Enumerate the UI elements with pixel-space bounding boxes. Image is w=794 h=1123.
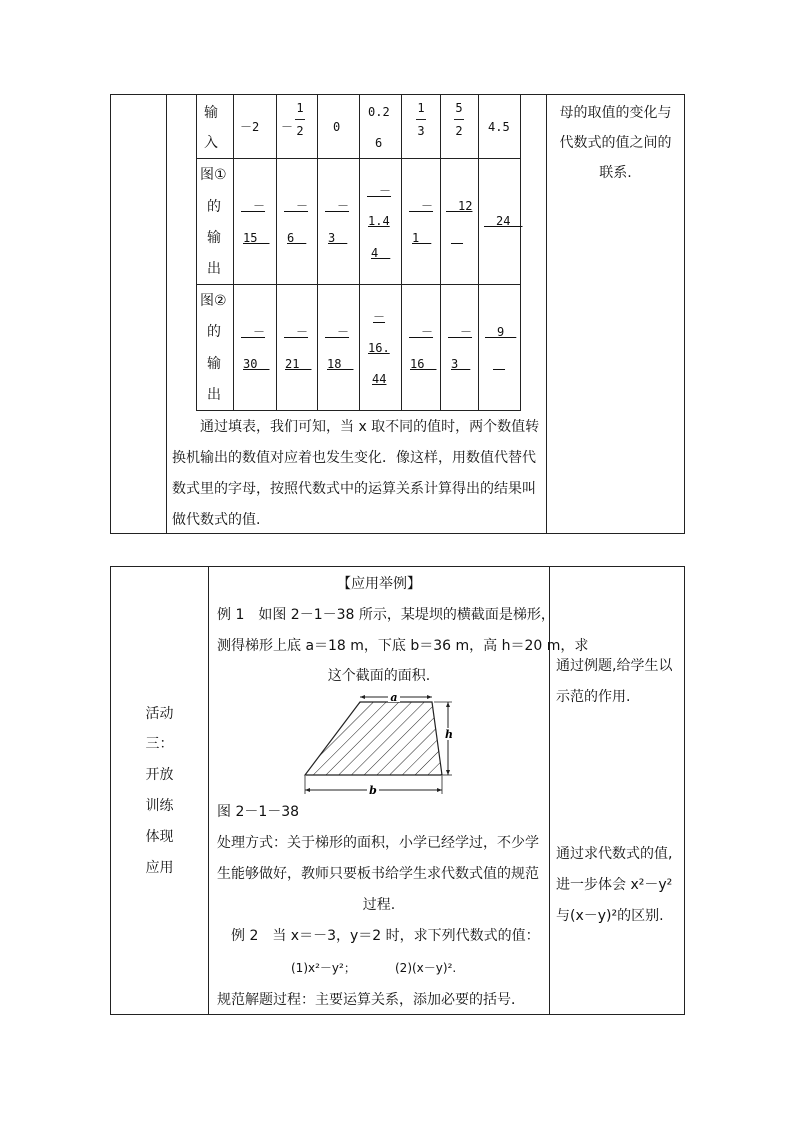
row2-output: 18＿	[327, 357, 354, 371]
grid-line	[359, 94, 360, 411]
border	[684, 566, 685, 1015]
row2-output: 44	[372, 372, 387, 386]
method-line: 过程.	[362, 897, 396, 913]
row1-output: 6＿	[287, 231, 307, 245]
grid-line	[196, 158, 521, 159]
grid-line	[440, 94, 441, 411]
row1-output: ＿－	[325, 199, 350, 213]
trapezoid-figure	[296, 690, 466, 796]
trapezoid-shape	[305, 702, 442, 775]
row1-output: 15＿	[243, 231, 270, 245]
input-fraction: 1 3	[417, 101, 425, 138]
activity-label: 活动	[145, 706, 174, 722]
row2-output: ＿－	[241, 325, 266, 339]
row2-label: 图②	[200, 293, 227, 309]
input-value: 0	[333, 120, 341, 134]
row2-output: 21＿	[285, 357, 312, 371]
example2-item1: (1)x²－y²；	[291, 961, 356, 975]
figure-caption: 图 2－1－38	[217, 804, 300, 820]
row2-output: －	[373, 310, 386, 324]
label-b: b	[369, 784, 377, 796]
input-value-top: 0.2	[368, 105, 390, 119]
note1-line: 通过例题,给学生以	[556, 658, 673, 674]
input-fraction: 1 2	[296, 101, 304, 138]
row2-output: 30＿	[243, 357, 270, 371]
activity-label: 体现	[145, 829, 174, 845]
row2-output: 16＿	[410, 357, 437, 371]
input-sign: －	[281, 120, 294, 134]
grid-line	[478, 94, 479, 411]
input-value: 4.5	[488, 120, 510, 134]
row2-output: ＿9＿	[485, 325, 517, 339]
row1-output: ＿24＿	[484, 214, 523, 228]
summary-line: 通过填表，我们可知，当 x 取不同的值时，两个数值转	[200, 419, 540, 435]
grid-line	[317, 94, 318, 411]
row1-output: 4＿	[371, 246, 391, 260]
example1-line: 这个截面的面积.	[327, 668, 431, 684]
example1-line: 例 1 如图 2－1－38 所示，某堤坝的横截面是梯形，	[217, 607, 555, 623]
input-fraction: 5 2	[455, 101, 463, 138]
border	[166, 94, 167, 534]
row2-label: 出	[207, 387, 221, 403]
grid-line	[196, 284, 521, 285]
section-heading: 【应用举例】	[337, 576, 421, 592]
label-a: a	[390, 691, 398, 704]
row1-output: ＿	[451, 231, 464, 245]
row2-output: ＿－	[284, 325, 309, 339]
summary-line: 换机输出的数值对应着也发生变化．像这样，用数值代替代	[172, 450, 536, 466]
example2-item2: (2)(x－y)².	[395, 961, 457, 975]
activity-label: 应用	[145, 860, 174, 876]
row1-label: 图①	[200, 167, 227, 183]
activity-label: 开放	[145, 767, 174, 783]
note2-line: 与(x－y)²的区别.	[556, 908, 664, 924]
right-note-line: 联系.	[599, 165, 632, 181]
grid-line	[520, 94, 521, 411]
summary-line: 数式里的字母，按照代数式中的运算关系计算得出的结果叫	[172, 481, 536, 497]
method-line: 生能够做好，教师只要板书给学生求代数式值的规范	[217, 866, 539, 882]
row2-output: 16.	[368, 341, 390, 355]
input-label-2: 入	[204, 135, 218, 151]
row1-output: ＿－	[284, 199, 309, 213]
row2-output: ＿－	[448, 325, 473, 339]
grid-line	[401, 94, 402, 411]
summary-line: 做代数式的值.	[172, 512, 261, 528]
final-line: 规范解题过程：主要运算关系，添加必要的括号．	[217, 992, 525, 1008]
row1-output: ＿－	[409, 199, 434, 213]
method-line: 处理方式：关于梯形的面积，小学已经学过，不少学	[217, 835, 539, 851]
grid-line	[233, 94, 234, 411]
right-note-line: 母的取值的变化与	[559, 105, 672, 121]
activity-label: 训练	[145, 798, 174, 814]
row1-output: ＿12	[446, 199, 473, 213]
border	[208, 566, 209, 1015]
row2-label: 输	[207, 356, 221, 372]
note2-line: 进一步体会 x²－y²	[556, 877, 673, 893]
border	[110, 94, 111, 534]
row2-label: 的	[207, 324, 221, 340]
label-h: h	[445, 728, 453, 741]
example2-line: 例 2 当 x＝－3，y＝2 时，求下列代数式的值：	[231, 928, 540, 944]
row1-label: 的	[207, 199, 221, 215]
row1-output: 1.4	[368, 214, 390, 228]
right-note-line: 代数式的值之间的	[559, 135, 672, 151]
input-value: －2	[240, 120, 260, 134]
row2-output: ＿－	[325, 325, 350, 339]
row2-output: ＿	[493, 357, 506, 371]
row1-output: ＿－	[367, 184, 392, 198]
border	[110, 566, 685, 567]
note2-line: 通过求代数式的值,	[556, 846, 673, 862]
grid-line	[276, 94, 277, 411]
row1-output: 3＿	[328, 231, 348, 245]
input-value-bottom: 6	[375, 136, 383, 150]
row1-label: 输	[207, 230, 221, 246]
example1-line: 测得梯形上底 a＝18 m，下底 b＝36 m，高 h＝20 m，求	[217, 638, 589, 654]
row2-output: ＿－	[409, 325, 434, 339]
input-label-1: 输	[204, 105, 218, 121]
activity-label: 三：	[145, 736, 174, 752]
grid-line	[196, 94, 197, 411]
row2-output: 3＿	[451, 357, 471, 371]
grid-line	[196, 410, 521, 411]
row1-output: ＿－	[241, 199, 266, 213]
row1-label: 出	[207, 261, 221, 277]
note1-line: 示范的作用.	[556, 689, 631, 705]
border	[684, 94, 685, 534]
row1-output: 1＿	[412, 231, 432, 245]
